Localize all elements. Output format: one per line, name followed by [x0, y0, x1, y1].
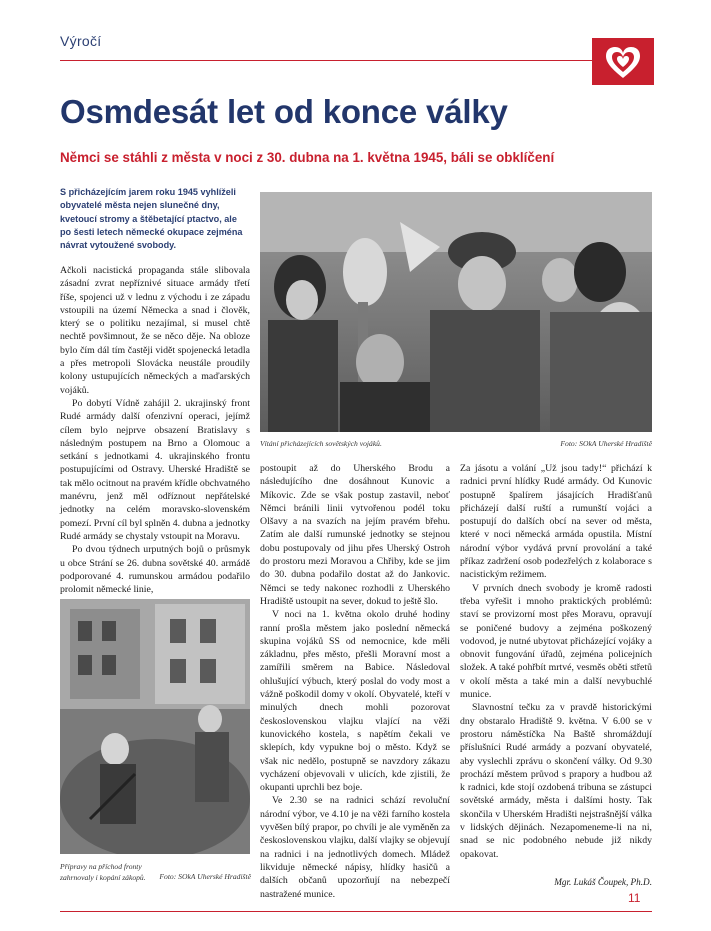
heart-emblem-icon — [592, 38, 654, 85]
paragraph: V prvních dnech svobody je kromě radosti třeba vyřešit i mnoho praktických problémů: staví se provizorní most přes Moravu, opravují se poničené budovy a zejména poškozený vodovod, je nutné ubytovat přicházející vojáky a obnovit fungování úřadů, zejména policejních složek. A také pohřbít mrtvé, vesměs oběti střetů v okolí města a také min a další nevybuchlé munice. — [460, 582, 652, 701]
text-column-2 — [260, 462, 450, 901]
article-title: Osmdesát let od konce války — [60, 93, 508, 130]
text-column-1 — [60, 264, 250, 596]
article-subtitle: Němci se stáhli z města v noci z 30. dubna na 1. května 1945, báli se obklíčení — [60, 150, 555, 165]
section-label: Výročí — [60, 33, 102, 49]
article-lead: S přicházejícím jarem roku 1945 vyhlíželi obyvatelé města nejen slunečné dny, kvetoucí stromy a štěbetající ptactvo, ale po šesti letech německé okupace zejména návrat vytoužené svobody. — [60, 187, 243, 251]
paragraph: Ačkoli nacistická propaganda stále slibovala zásadní zvrat nepříznivé situace armády třetí říše, spojenci už v lednu z východu i ze západu vstoupili na území Německa a snad i člověk, který se o politiku nezajímal, si musel chtě nechtě povšimnout, že se něco děje. Na obloze bylo čím dál tím častěji vidět spojenecká letadla a přes metropoli Slovácka neustále proudily kolony ustupujících německých a maďarských vojáků. — [60, 265, 250, 396]
page-number: 11 — [628, 891, 641, 905]
photo-soviet-soldiers-welcome — [260, 192, 652, 432]
paragraph: Za jásotu a volání „Už jsou tady!“ přichází k radnici první hlídky Rudé armády. Od Kunovic postupně špalírem jásajících Hradišťanů přicházejí další ruští a rumunští vojáci a postupují do dalších obcí na sever od města, které v noci německá armáda opustila. Místní národní výbor vydává první provolání a také příkaz zadržení osob podezřelých z kolaborace s nacistickým režimem. — [460, 463, 652, 581]
photo-caption: Přípravy na příchod fronty zahrnovaly i kopání zákopů. — [60, 862, 146, 882]
paragraph: postoupit až do Uherského Brodu a následujícího dne dosáhnout Kunovic a Míkovic. Zde se však postup zastavil, neboť Němci bránili linii vytvořenou podél toku Olšavy a na svazích na jejím pravém břehu. Zatím ale další rumunské jednotky se stejnou dobu postupovaly od jihu přes Uherský Ostroh do prostoru mezi Moravou a Chřiby, kde se jim do 30. dubna podařilo dostat až do Jankovic. Němci se tedy nakonec rozhodli z Uherského Hradiště ustoupit na sever, dokud to ještě šlo. — [260, 463, 450, 607]
footer-rule — [60, 911, 652, 912]
photo-digging-trenches — [60, 599, 250, 854]
paragraph: Slavnostní tečku za v pravdě historickými dny obstaralo Hradiště 9. května. V 6.00 se v prostoru náměstíčka Na Baště shromáždují příslušníci Rudé armády a pozvaní obyvatelé, aby vyslechli zprávu o skončení války. Od 9.30 prochází městem průvod s prapory a hudbou až k radnici, kde stojí ozdobená tribuna se zástupci sovětské armády, města i dalšími hosty. Tak skončila v Uherském Hradišti nejstrašnější válka v lidských dějinách. Nezapomeneme-li na ni, snad se nic podobného nebude již nikdy opakovat. — [460, 702, 652, 860]
photo-credit: Foto: SOkA Uherské Hradiště — [159, 872, 251, 881]
photo-credit: Foto: SOkA Uherské Hradiště — [560, 439, 652, 448]
text-column-3 — [460, 462, 652, 861]
paragraph: Po dvou týdnech urputných bojů o průsmyk u obce Strání se 26. dubna sovětské 40. armádě podporované 4. rumunskou armádou podařilo prolomit německé linie, — [60, 544, 250, 596]
paragraph: Ve 2.30 se na radnici schází revoluční národní výbor, ve 4.10 je na věži farního kostela vyvěšen bílý prapor, po chvíli je ale vyměněn za československou vlajku, další vlajky se objevují na radnici i na jednotlivých domech. Mládež likviduje německé nápisy, hlídky hasičů a dalších občanů upozorňují na nebezpečí nastražené munice. — [260, 795, 450, 900]
paragraph: V noci na 1. května okolo druhé hodiny ranní prošla městem jako poslední německá skupina vojáků SS od nemocnice, kde měli základnu, přes město, přešli Moravní most a zamířili směrem na Babice. Následoval ohlušující výbuch, který poslal do vody most a vážně poškodil domy v okolí. Obyvatelé, kteří v minulých dnech mohli pozorovat československou vlajku vlající na věži kunovického kostela, s napětím čekali ve sklepích, kdy vypukne boj o město. Když se však nic nedělo, postupně se navzdory zákazu vycházení objevovali v ulicích, kde zjistili, že okupanti uprchli bez boje. — [260, 609, 450, 794]
photo-caption: Vítání přicházejících sovětských vojáků. — [260, 439, 382, 448]
header-rule — [60, 60, 592, 61]
article-author: Mgr. Lukáš Čoupek, Ph.D. — [554, 877, 652, 887]
paragraph: Po dobytí Vídně zahájil 2. ukrajinský front Rudé armády další ofenzivní operaci, jejímž cílem bylo nejprve obsazení Bratislavy s následným postupem na Brno a Olomouc a setkání s jednotkami 4. ukrajinského frontu postupujícími od Ostravy. Uherské Hradiště se tak mělo ocitnout na pravém křídle obchvatného manévru, jenž měl odříznout nepřátelské jednotky na celém moravsko-slovenském pomezí. První cíl byl splněn 4. dubna a jednotky Rudé armády se chystaly vstoupit na Moravu. — [60, 397, 250, 542]
